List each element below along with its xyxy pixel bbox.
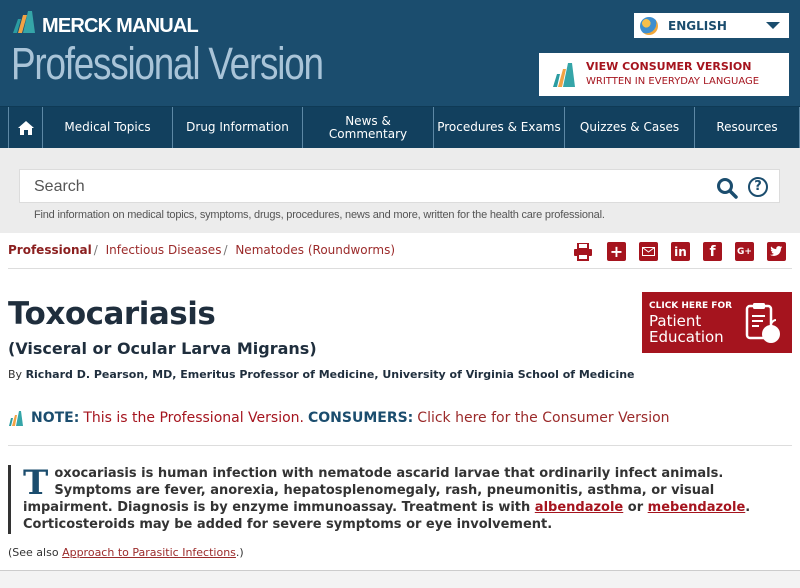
breadcrumb-infectious-diseases[interactable]: Infectious Diseases: [105, 243, 222, 257]
email-icon: [642, 247, 655, 256]
search-box: [19, 169, 780, 203]
patient-education-small: CLICK HERE FOR: [649, 301, 733, 311]
nav-procedures-exams[interactable]: Procedures & Exams: [434, 107, 565, 148]
search-section: [0, 148, 800, 233]
twitter-icon: [770, 246, 783, 257]
consumers-label: CONSUMERS:: [307, 410, 414, 426]
summary-text: or: [623, 500, 648, 515]
nav-home-button[interactable]: [8, 107, 43, 148]
mebendazole-link[interactable]: mebendazole: [647, 500, 746, 515]
language-selector[interactable]: [634, 13, 789, 38]
main-nav: [0, 106, 800, 148]
email-share-button[interactable]: [639, 242, 658, 261]
see-also-prefix: (See also: [8, 546, 63, 559]
byline-prefix: By: [8, 368, 23, 381]
article-summary: [8, 465, 792, 534]
linkedin-icon: in: [674, 244, 687, 259]
breadcrumb-nematodes[interactable]: Nematodes (Roundworms): [235, 243, 395, 257]
parasitic-infections-link[interactable]: Approach to Parasitic Infections: [62, 546, 236, 559]
plus-icon: +: [609, 242, 624, 261]
author-name: Richard D. Pearson, MD, Emeritus Professor of Medicine, University of Virginia School of Medicine: [25, 368, 635, 381]
breadcrumb: [8, 243, 395, 257]
consumer-version-subtitle: WRITTEN IN EVERYDAY LANGUAGE: [586, 76, 760, 87]
summary-text: . Corticosteroids may be added for severe symptoms or eye involvement.: [23, 500, 751, 532]
author-byline: [8, 368, 635, 381]
nav-quizzes-cases[interactable]: Quizzes & Cases: [565, 107, 695, 148]
view-consumer-version-button[interactable]: [539, 53, 789, 96]
see-also-suffix: .): [235, 546, 244, 559]
facebook-share-button[interactable]: [703, 242, 722, 261]
linkedin-share-button[interactable]: [671, 242, 690, 261]
note-label: NOTE:: [31, 410, 80, 426]
consumer-version-link[interactable]: Click here for the Consumer Version: [417, 410, 670, 426]
merck-logo-icon: [11, 9, 37, 35]
site-header: [0, 0, 800, 106]
language-label: ENGLISH: [668, 18, 727, 33]
version-title[interactable]: Professional Version: [11, 38, 323, 89]
see-also: [8, 546, 244, 559]
consumer-version-title: VIEW CONSUMER VERSION: [586, 60, 752, 73]
version-note: [8, 409, 670, 427]
breadcrumb-separator: /: [223, 243, 228, 257]
help-icon[interactable]: ?: [748, 177, 768, 197]
divider: [8, 445, 792, 446]
globe-icon: [640, 17, 658, 35]
patient-education-line1: Patient: [649, 312, 702, 330]
nav-drug-information[interactable]: Drug Information: [173, 107, 303, 148]
breadcrumb-separator: /: [93, 243, 98, 257]
chevron-down-icon: [766, 22, 780, 29]
nav-resources[interactable]: Resources: [695, 107, 800, 148]
google-plus-icon: G+: [737, 246, 752, 257]
albendazole-link[interactable]: albendazole: [534, 500, 624, 515]
merck-logo-icon: [551, 60, 577, 88]
drop-cap: T: [23, 463, 49, 503]
search-input[interactable]: [34, 176, 694, 198]
search-hint: Find information on medical topics, symptoms, drugs, procedures, news and more, written for the health care professional.: [34, 209, 605, 221]
patient-education-label: [649, 313, 724, 345]
page-title: Toxocariasis: [8, 296, 216, 332]
print-icon[interactable]: [573, 243, 593, 261]
patient-education-button[interactable]: [642, 292, 792, 353]
patient-education-line2: Education: [649, 328, 724, 346]
brand-name[interactable]: MERCK MANUAL: [42, 15, 198, 37]
nav-news-commentary[interactable]: News & Commentary: [303, 107, 434, 148]
merck-logo-icon: [8, 409, 24, 427]
twitter-share-button[interactable]: [767, 242, 786, 261]
divider: [8, 268, 792, 269]
section-accordion-header[interactable]: [0, 571, 800, 588]
add-bookmark-button[interactable]: [607, 242, 626, 261]
page-subtitle: (Visceral or Ocular Larva Migrans): [8, 339, 317, 358]
search-icon[interactable]: [716, 177, 738, 199]
nav-medical-topics[interactable]: Medical Topics: [43, 107, 173, 148]
breadcrumb-professional[interactable]: Professional: [8, 243, 92, 257]
home-icon: [17, 120, 35, 136]
summary-text: oxocariasis is human infection with nematode ascarid larvae that ordinarily infect animals. Symptoms are fever, anorexia, hepatosplenomegaly, rash, pneumonitis, asthma, or visual impairment. Diagnosis is by enzyme immunoassay. Treatment is with: [23, 466, 724, 515]
facebook-icon: f: [709, 243, 716, 260]
clipboard-apple-icon: [745, 302, 781, 344]
google-plus-share-button[interactable]: [735, 242, 754, 261]
note-text: This is the Professional Version.: [83, 410, 304, 426]
